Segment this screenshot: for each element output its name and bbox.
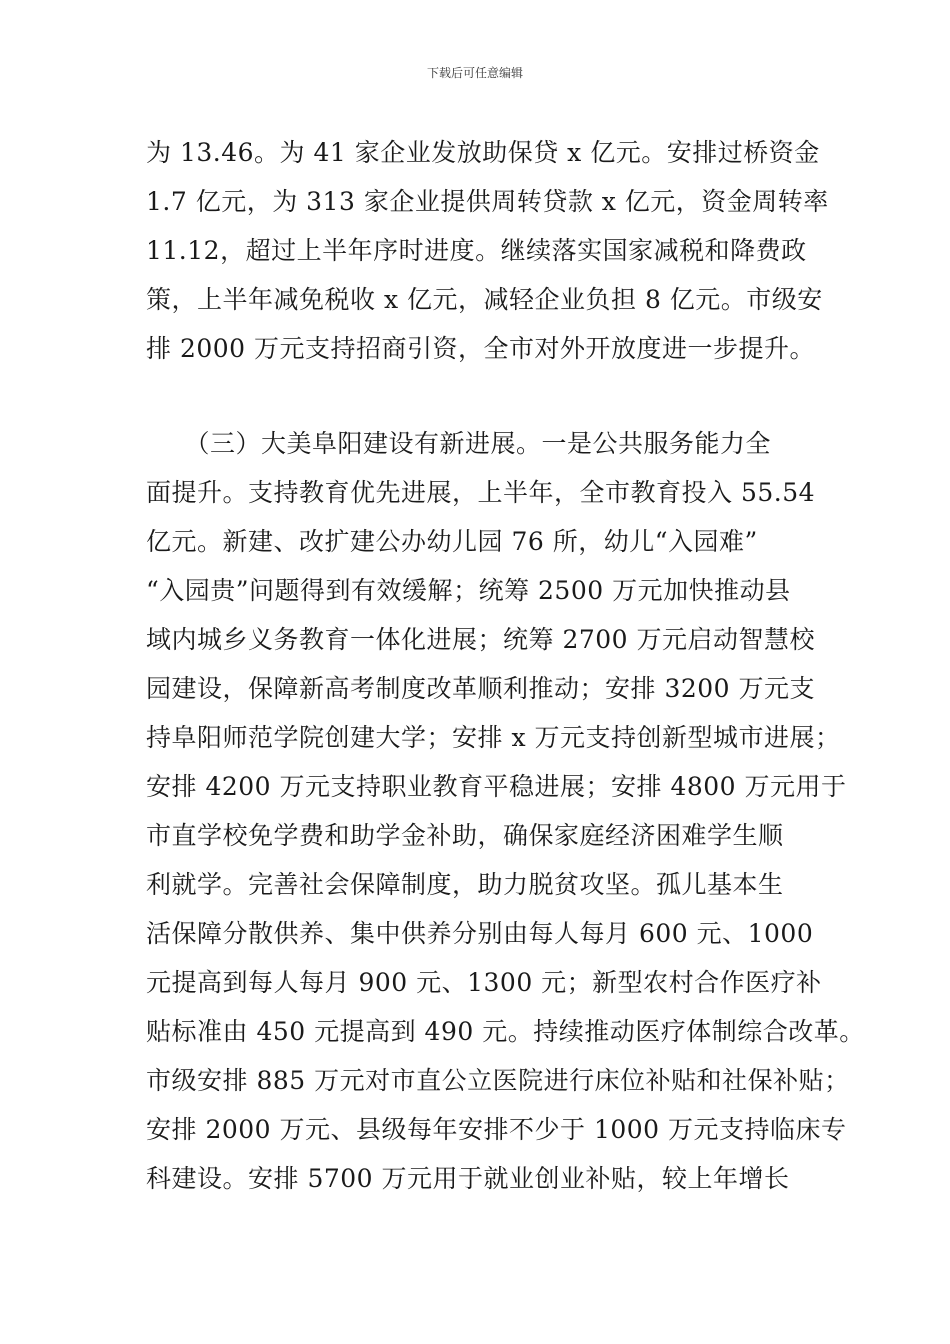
text-line: 市直学校免学费和助学金补助，确保家庭经济困难学生顺: [146, 821, 784, 850]
text-line: 面提升。支持教育优先进展，上半年，全市教育投入 55.54: [146, 478, 816, 507]
text-line: 科建设。安排 5700 万元用于就业创业补贴，较上年增长: [146, 1164, 790, 1193]
text-line: “入园贵”问题得到有效缓解；统筹 2500 万元加快推动县: [146, 576, 791, 605]
text-line: 活保障分散供养、集中供养分别由每人每月 600 元、1000: [146, 919, 814, 948]
text-line: （三）大美阜阳建设有新进展。一是公共服务能力全: [146, 429, 772, 458]
text-line: 安排 4200 万元支持职业教育平稳进展；安排 4800 万元用于: [146, 772, 847, 801]
text-line: 排 2000 万元支持招商引资，全市对外开放度进一步提升。: [146, 334, 816, 363]
text-line: 策，上半年减免税收 x 亿元，减轻企业负担 8 亿元。市级安: [146, 285, 823, 314]
text-line: 亿元。新建、改扩建公办幼儿园 76 所，幼儿“入园难”: [146, 527, 758, 556]
text-line: 1.7 亿元，为 313 家企业提供周转贷款 x 亿元，资金周转率: [146, 187, 829, 216]
paragraph-2: [146, 419, 865, 1203]
text-line: 为 13.46。为 41 家企业发放助保贷 x 亿元。安排过桥资金: [146, 138, 820, 167]
text-line: 持阜阳师范学院创建大学；安排 x 万元支持创新型城市进展；: [146, 723, 841, 752]
document-body: [146, 128, 865, 1203]
text-line: 安排 2000 万元、县级每年安排不少于 1000 万元支持临床专: [146, 1115, 847, 1144]
text-line: 利就学。完善社会保障制度，助力脱贫攻坚。孤儿基本生: [146, 870, 784, 899]
text-line: 11.12，超过上半年序时进度。继续落实国家减税和降费政: [146, 236, 807, 265]
page-header: 下载后可任意编辑: [426, 66, 523, 80]
text-line: 元提高到每人每月 900 元、1300 元；新型农村合作医疗补: [146, 968, 822, 997]
text-line: 市级安排 885 万元对市直公立医院进行床位补贴和社保补贴；: [146, 1066, 850, 1095]
text-line: 园建设，保障新高考制度改革顺利推动；安排 3200 万元支: [146, 674, 816, 703]
paragraph-1: [146, 128, 829, 373]
text-line: 贴标准由 450 元提高到 490 元。持续推动医疗体制综合改革。: [146, 1017, 865, 1046]
text-line: 域内城乡义务教育一体化进展；统筹 2700 万元启动智慧校: [146, 625, 816, 654]
paragraph-gap: [146, 373, 826, 419]
